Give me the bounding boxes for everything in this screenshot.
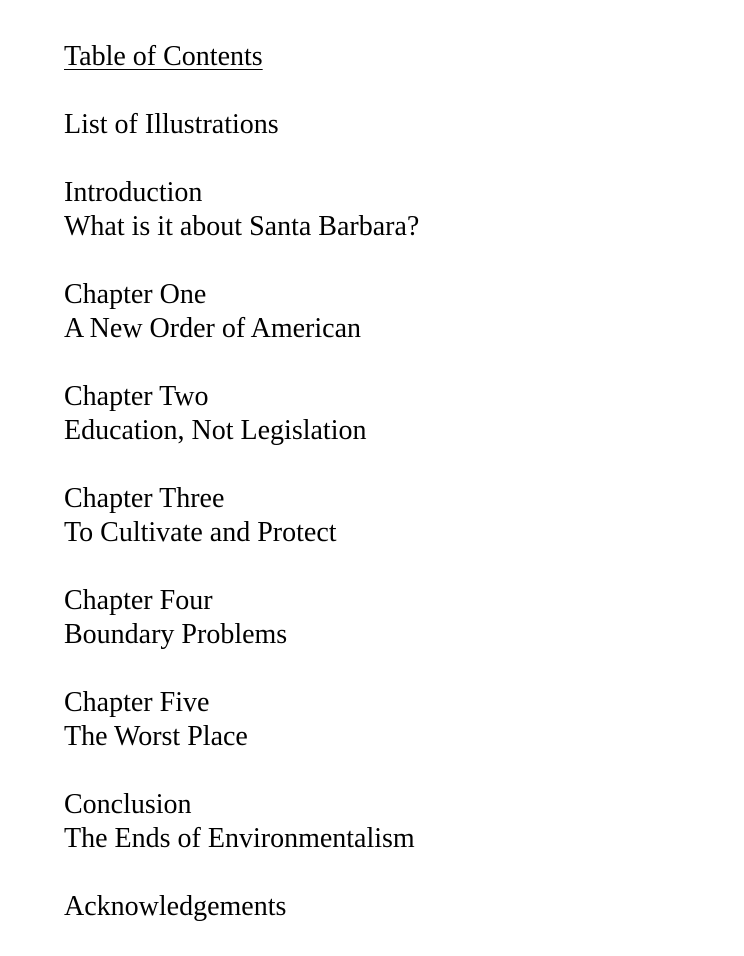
- toc-entry-heading: Chapter Five: [64, 687, 210, 718]
- toc-entry-subtitle: The Ends of Environmentalism: [64, 823, 415, 854]
- toc-entry-acknowledgements: [64, 890, 724, 924]
- toc-entry-subtitle: Education, Not Legislation: [64, 415, 367, 446]
- toc-entry-chapter-two: [64, 380, 724, 448]
- toc-entry-heading: Chapter Three: [64, 483, 225, 514]
- toc-entry-subtitle: A New Order of American: [64, 313, 362, 344]
- toc-entry-heading: Introduction: [64, 177, 203, 208]
- toc-entry-heading: Chapter Four: [64, 585, 213, 616]
- toc-entry-subtitle: Boundary Problems: [64, 619, 288, 650]
- toc-entry-chapter-one: [64, 278, 724, 346]
- toc-entry-introduction: [64, 176, 724, 244]
- toc-entry-subtitle: What is it about Santa Barbara?: [64, 211, 420, 242]
- toc-entry-heading: List of Illustrations: [64, 109, 279, 140]
- toc-entry-chapter-four: [64, 584, 724, 652]
- toc-entry-subtitle: To Cultivate and Protect: [64, 517, 337, 548]
- toc-entry-heading: Conclusion: [64, 789, 192, 820]
- toc-entry-subtitle: The Worst Place: [64, 721, 248, 752]
- toc-entry-chapter-five: [64, 686, 724, 754]
- toc-entry-conclusion: [64, 788, 724, 856]
- toc-entry-list-of-illustrations: [64, 108, 724, 142]
- toc-entry-chapter-three: [64, 482, 724, 550]
- document-page: [64, 40, 724, 924]
- toc-entry-heading: Chapter One: [64, 279, 207, 310]
- toc-entry-heading: Acknowledgements: [64, 891, 287, 922]
- toc-entry-heading: Chapter Two: [64, 381, 209, 412]
- toc-title: Table of Contents: [64, 41, 263, 72]
